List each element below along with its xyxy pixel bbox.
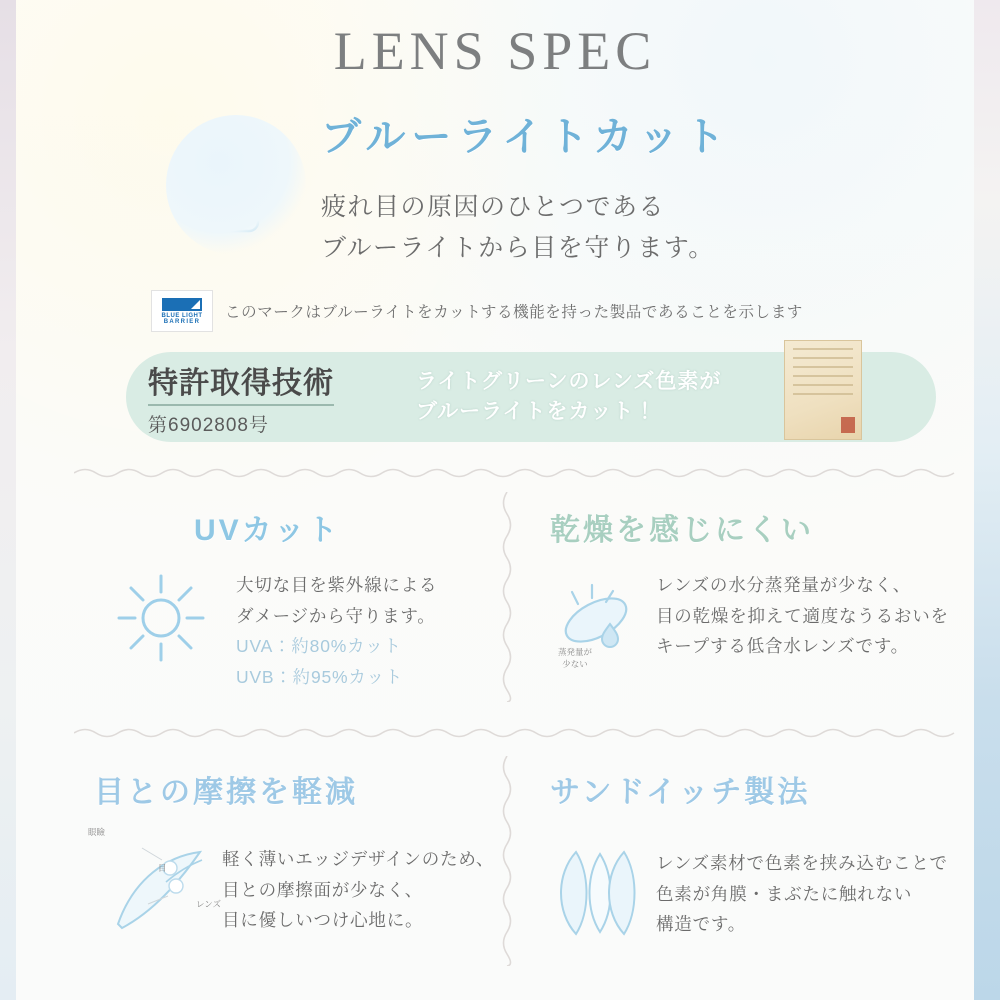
feature-text-line: ダメージから守ります。: [236, 605, 436, 626]
bluelight-mark-row: [151, 290, 803, 332]
blue-light-barrier-badge-icon: [151, 290, 213, 332]
patent-desc-line-1: ライトグリーンのレンズ色素が: [416, 369, 722, 393]
page-title: LENS SPEC: [333, 21, 657, 81]
lens-droplet-icon: [538, 562, 656, 679]
feature-text-line: 大切な目を紫外線による: [236, 575, 438, 595]
smartphone-bluelight-icon: [166, 115, 306, 255]
cert-seal-icon: [841, 417, 855, 433]
icon-label-eye: 目: [158, 863, 167, 873]
icon-caption-line-2: 少ない: [562, 659, 588, 669]
patent-number: 第6902808号: [148, 414, 269, 436]
feature-text-line: 目に優しいつけ心地に。: [222, 910, 424, 931]
icon-caption: [544, 646, 606, 670]
badge-label-bottom: BARRIER: [163, 318, 201, 325]
icon-halo: [166, 115, 306, 255]
sandwich-lens-layers-icon: [546, 846, 654, 947]
wavy-divider-bottom: [74, 726, 958, 740]
decorative-right-edge: [974, 0, 1000, 1000]
feature-text: [222, 844, 494, 936]
feature-title: サンドイッチ製法: [550, 776, 811, 809]
feature-text-line: レンズの水分蒸発量が少なく、: [656, 575, 911, 595]
cert-line: [793, 366, 853, 368]
feature-sub-line: UVA：約80%カット: [236, 636, 402, 657]
bluelight-body: [321, 187, 715, 270]
wavy-divider-vertical-bottom: [500, 756, 514, 966]
decorative-left-edge: [0, 0, 16, 1000]
patent-certificate-icon: [784, 340, 862, 440]
feature-text-line: 構造です。: [656, 914, 747, 935]
feature-text-line: 目の乾燥を抑えて適度なうるおいを: [656, 605, 949, 626]
lens-edge-cross-section-icon: [88, 827, 234, 943]
feature-text: [656, 848, 948, 940]
feature-sandwich: [528, 762, 958, 972]
cert-line: [793, 357, 853, 359]
bluelight-mark-note: このマークはブルーライトをカットする機能を持った製品であることを示します: [225, 304, 803, 321]
patent-title: 特許取得技術: [148, 358, 334, 406]
sun-icon: [102, 562, 220, 679]
patent-description: [416, 367, 721, 428]
bluelight-heading: ブルーライトカット: [321, 115, 731, 159]
feature-dryness: [528, 500, 958, 710]
feature-friction: [76, 762, 496, 972]
feature-text: [656, 570, 949, 662]
feature-text-line: 軽く薄いエッジデザインのため、: [222, 849, 495, 869]
feature-text-line: 色素が角膜・まぶたに触れない: [656, 883, 913, 904]
cert-line: [793, 384, 853, 386]
icon-caption-line-1: 蒸発量が: [557, 647, 592, 657]
content-sheet: [16, 0, 974, 1000]
cert-line: [793, 375, 853, 377]
cert-line: [793, 348, 853, 350]
wavy-divider-top: [74, 466, 958, 480]
feature-title: 目との摩擦を軽減: [94, 776, 358, 809]
bluelight-body-line-2: ブルーライトから目を守ります。: [321, 234, 715, 263]
feature-text-line: 目との摩擦面が少なく、: [222, 879, 423, 900]
feature-uv-cut: [76, 500, 496, 710]
feature-text: [236, 570, 437, 693]
badge-arrow-bar: [162, 298, 202, 311]
patent-desc-line-2: ブルーライトをカット！: [416, 400, 657, 423]
wavy-divider-vertical-top: [500, 492, 514, 702]
feature-text-line: レンズ素材で色素を挟み込むことで: [656, 853, 948, 873]
patent-left: [126, 358, 416, 437]
badge-label-top: BLUE LIGHT: [161, 312, 203, 319]
feature-title: UVカット: [194, 514, 341, 547]
feature-text-line: キープする低含水レンズです。: [656, 636, 909, 657]
feature-sub-line: UVB：約95%カット: [236, 666, 404, 687]
icon-label-lens: レンズ: [196, 899, 222, 909]
bluelight-body-line-1: 疲れ目の原因のひとつである: [321, 193, 666, 221]
icon-label-eyelid: 眼瞼: [88, 827, 106, 837]
cert-line: [793, 393, 853, 395]
feature-title: 乾燥を感じにくい: [550, 514, 814, 547]
